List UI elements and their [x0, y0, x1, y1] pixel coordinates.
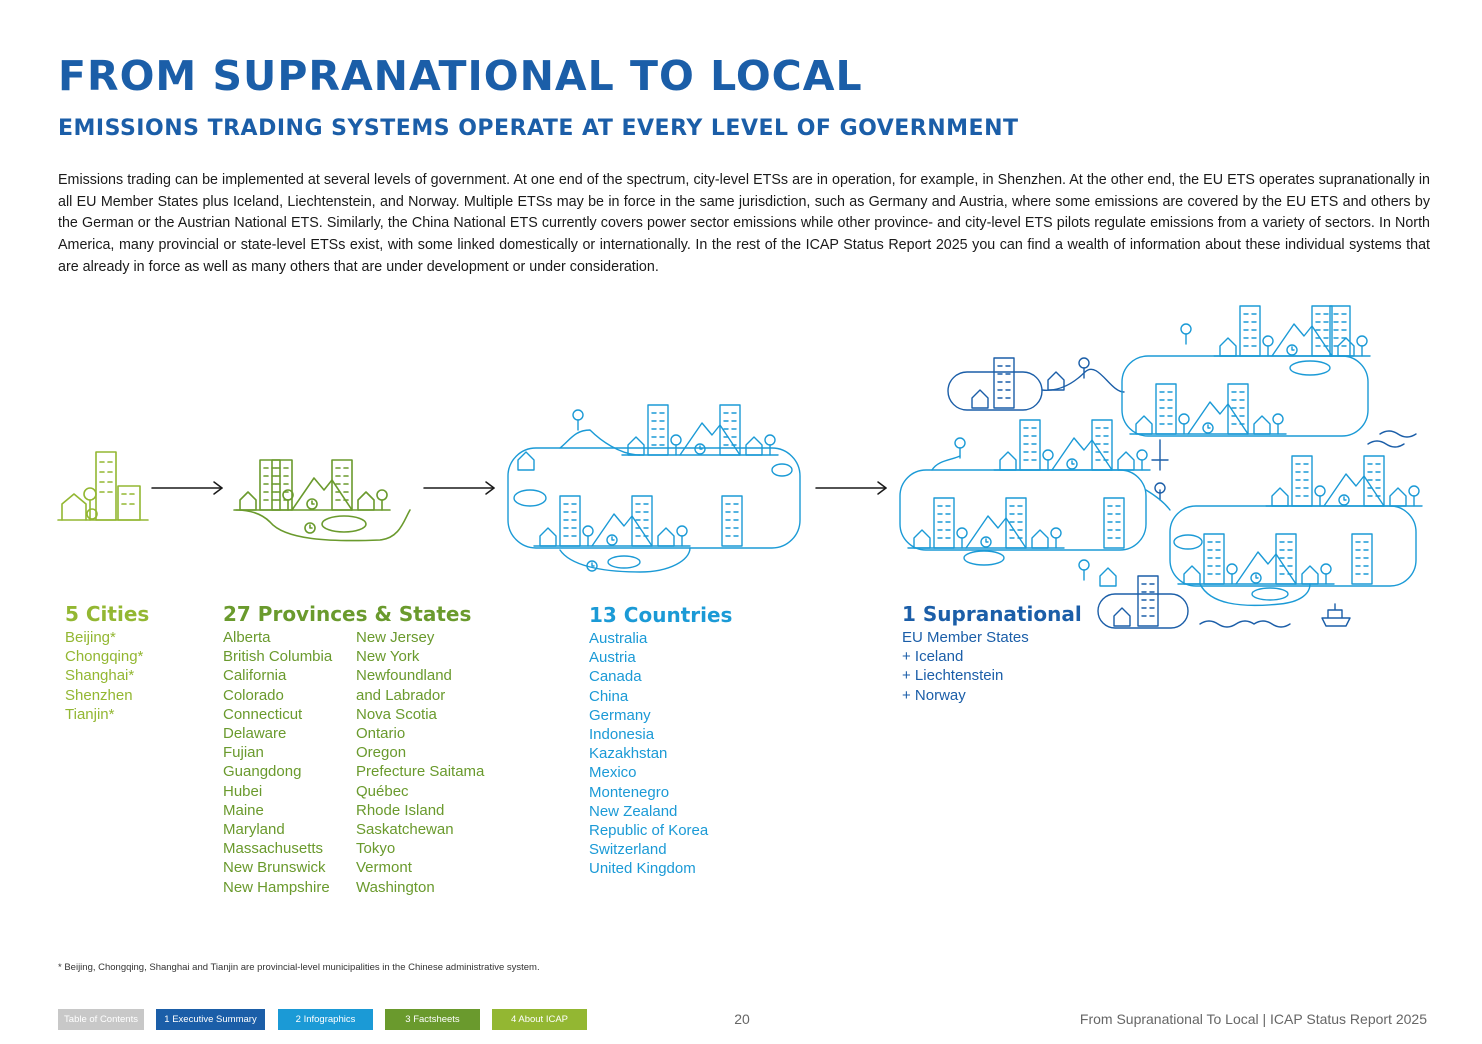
list-item: Guangdong [223, 763, 302, 781]
arrow-right-icon [424, 482, 494, 494]
list-item: Oregon [356, 744, 407, 762]
list-item: Nova Scotia [356, 705, 437, 723]
list-item: Kazakhstan [589, 745, 668, 763]
city-icon [58, 452, 148, 520]
list-item: + Iceland [902, 648, 964, 666]
country-icon [508, 405, 800, 572]
list-item: Australia [589, 630, 648, 647]
list-item: Québec [356, 782, 409, 800]
list-item: Newfoundland [356, 667, 452, 685]
supranational-column [902, 602, 1082, 705]
provinces-list-2 [356, 628, 485, 897]
page-title: FROM SUPRANATIONAL TO LOCAL [58, 52, 863, 100]
list-item: Fujian [223, 744, 264, 762]
list-item: Alberta [223, 629, 271, 646]
provinces-list-1 [223, 628, 333, 897]
provinces-column [223, 602, 485, 897]
list-item: Shanghai* [65, 667, 135, 685]
nav-infographics[interactable]: 2 Infographics [278, 1009, 373, 1030]
list-item: China [589, 687, 629, 705]
countries-list [589, 629, 732, 879]
list-item: United Kingdom [589, 860, 696, 878]
list-item: Maryland [223, 821, 285, 839]
list-item: Switzerland [589, 841, 667, 859]
list-item: EU Member States [902, 629, 1029, 646]
nav-executive-summary[interactable]: 1 Executive Summary [156, 1009, 265, 1030]
list-item: + Liechtenstein [902, 667, 1004, 685]
list-item: Saskatchewan [356, 821, 454, 839]
footer-title: From Supranational To Local | ICAP Status Report 2025 [1079, 1011, 1427, 1027]
list-item: New York [356, 648, 420, 666]
footnote: * Beijing, Chongqing, Shanghai and Tianjin are provincial-level municipalities in the Chinese administrative system. [58, 962, 540, 973]
cities-column [65, 602, 149, 724]
list-item: New Hampshire [223, 878, 330, 896]
list-item: Montenegro [589, 783, 670, 801]
list-item: Mexico [589, 764, 637, 782]
page-number: 20 [734, 1011, 750, 1027]
supranational-list [902, 628, 1082, 705]
list-item: Connecticut [223, 705, 303, 723]
nav-table-of-contents[interactable]: Table of Contents [58, 1009, 144, 1030]
footer-nav [58, 1009, 587, 1030]
list-item: Maine [223, 801, 264, 819]
list-item: Beijing* [65, 629, 116, 646]
supranational-heading: 1 Supranational [902, 602, 1082, 626]
list-item: Prefecture Saitama [356, 763, 485, 781]
list-item: Shenzhen [65, 686, 133, 704]
list-item: Ontario [356, 725, 406, 743]
page-subtitle: EMISSIONS TRADING SYSTEMS OPERATE AT EVERY LEVEL OF GOVERNMENT [58, 116, 1019, 141]
list-item: Tianjin* [65, 705, 115, 723]
list-item: Republic of Korea [589, 822, 709, 840]
list-item: and Labrador [356, 686, 446, 704]
provinces-heading: 27 Provinces & States [223, 602, 472, 626]
list-item: + Norway [902, 686, 966, 704]
list-item: Austria [589, 649, 636, 667]
list-item: Chongqing* [65, 648, 144, 666]
list-item: Hubei [223, 782, 263, 800]
arrow-right-icon [816, 482, 886, 494]
list-item: New Jersey [356, 629, 435, 646]
list-item: Delaware [223, 725, 287, 743]
intro-paragraph: Emissions trading can be implemented at several levels of government. At one end of the spectrum, city-level ETSs are in operation, for example, in Shenzhen. At the other end, the EU ETS operates supranationally in all EU Member States plus Iceland, Liechtenstein, and Norway. Multiple ETSs may be in force in the same jurisdiction, such as Germany and Austria, where some emissions are covered by the EU ETS and others by the German or the Austrian National ETS. Similarly, the China National ETS currently covers power sector emissions while other province- and city-level ETS pilots regulate emissions from a variety of sectors. In North America, many provincial or state-level ETSs exist, with some linked domestically or internationally. In the rest of the ICAP Status Report 2025 you can find a wealth of information about these individual systems that are already in force as well as many others that are under development or under consideration. [58, 172, 1430, 275]
cities-list [65, 628, 149, 724]
countries-column [589, 603, 732, 879]
cities-heading: 5 Cities [65, 602, 150, 626]
government-levels-illustration [0, 290, 1482, 640]
list-item: Indonesia [589, 726, 655, 744]
list-item: Tokyo [356, 840, 396, 858]
list-item: California [223, 667, 287, 685]
arrow-right-icon [152, 482, 222, 494]
list-item: Vermont [356, 859, 412, 877]
list-item: Washington [356, 878, 435, 896]
list-item: New Brunswick [223, 859, 326, 877]
list-item: Germany [589, 706, 651, 724]
supranational-icon [900, 306, 1422, 628]
list-item: British Columbia [223, 648, 333, 666]
list-item: Rhode Island [356, 801, 445, 819]
list-item: New Zealand [589, 802, 678, 820]
countries-heading: 13 Countries [589, 603, 733, 627]
province-icon [234, 460, 410, 541]
nav-factsheets[interactable]: 3 Factsheets [385, 1009, 480, 1030]
list-item: Canada [589, 668, 642, 686]
nav-about-icap[interactable]: 4 About ICAP [492, 1009, 587, 1030]
list-item: Colorado [223, 686, 284, 704]
list-item: Massachusetts [223, 840, 324, 858]
